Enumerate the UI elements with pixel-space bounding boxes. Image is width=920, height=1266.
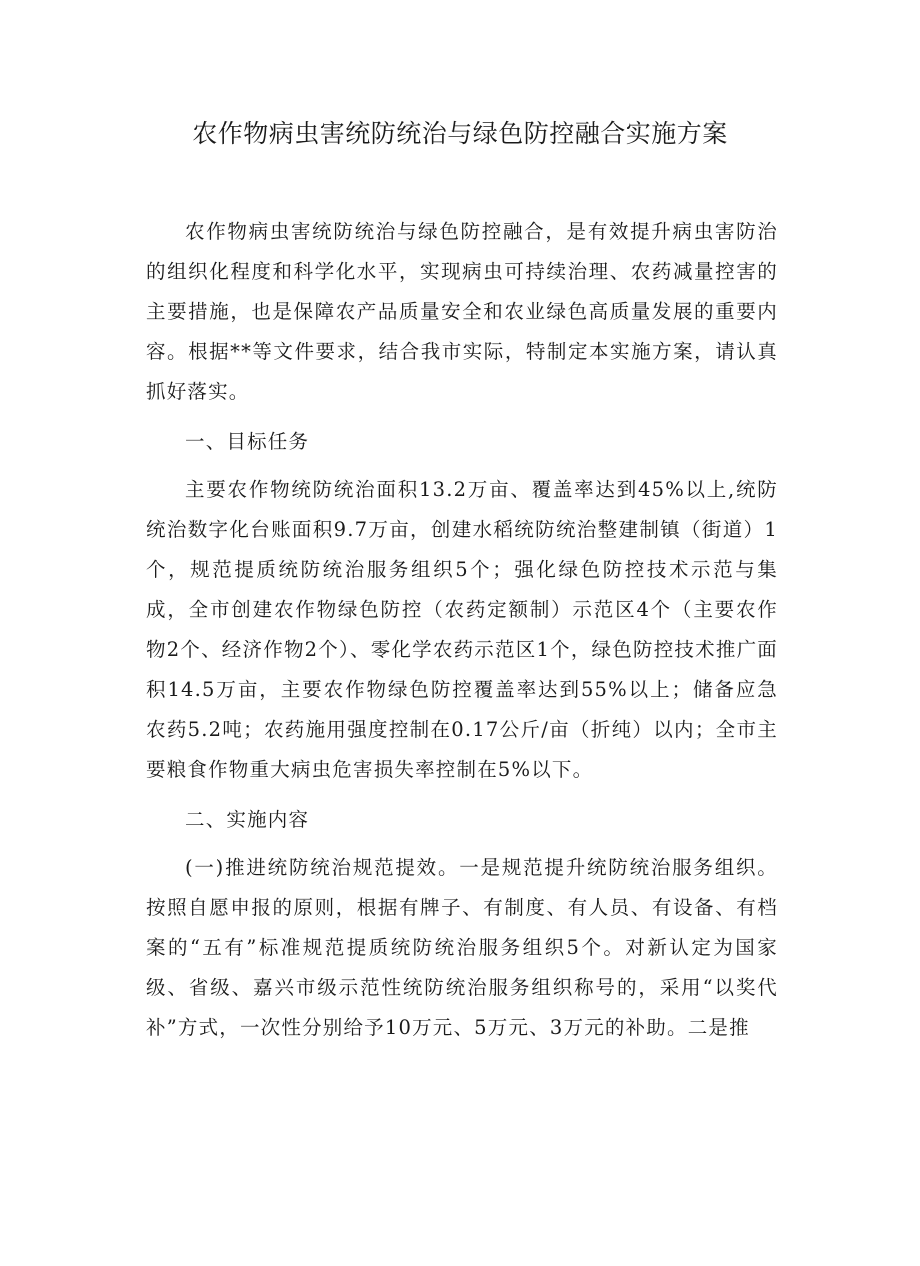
document-body	[146, 212, 778, 1048]
implementation-paragraph: (一)推进统防统治规范提效。一是规范提升统防统治服务组织。按照自愿申报的原则，根据有牌子、有制度、有人员、有设备、有档案的“五有”标准规范提质统防统治服务组织5个。对新认定为国家级、省级、嘉兴市级示范性统防统治服务组织称号的，采用“以奖代补”方式，一次性分别给予10万元、5万元、3万元的补助。二是推	[146, 856, 778, 1039]
intro-paragraph: 农作物病虫害统防统治与绿色防控融合，是有效提升病虫害防治的组织化程度和科学化水平，实现病虫可持续治理、农药减量控害的主要措施，也是保障农产品质量安全和农业绿色高质量发展的重要内容。根据**等文件要求，结合我市实际，特制定本实施方案，请认真抓好落实。	[146, 220, 778, 403]
targets-paragraph: 主要农作物统防统治面积13.2万亩、覆盖率达到45%以上,统防统治数字化台账面积9.7万亩，创建水稻统防统治整建制镇（街道）1个，规范提质统防统治服务组织5个；强化绿色防控技术示范与集成，全市创建农作物绿色防控（农药定额制）示范区4个（主要农作物2个、经济作物2个）、零化学农药示范区1个，绿色防控技术推广面积14.5万亩，主要农作物绿色防控覆盖率达到55%以上；储备应急农药5.2吨；农药施用强度控制在0.17公斤/亩（折纯）以内；全市主要粮食作物重大病虫危害损失率控制在5%以下。	[146, 478, 778, 781]
document-title: 农作物病虫害统防统治与绿色防控融合实施方案	[192, 119, 728, 148]
section-heading-targets: 一、目标任务	[185, 430, 310, 453]
section-heading-implementation: 二、实施内容	[185, 808, 310, 831]
